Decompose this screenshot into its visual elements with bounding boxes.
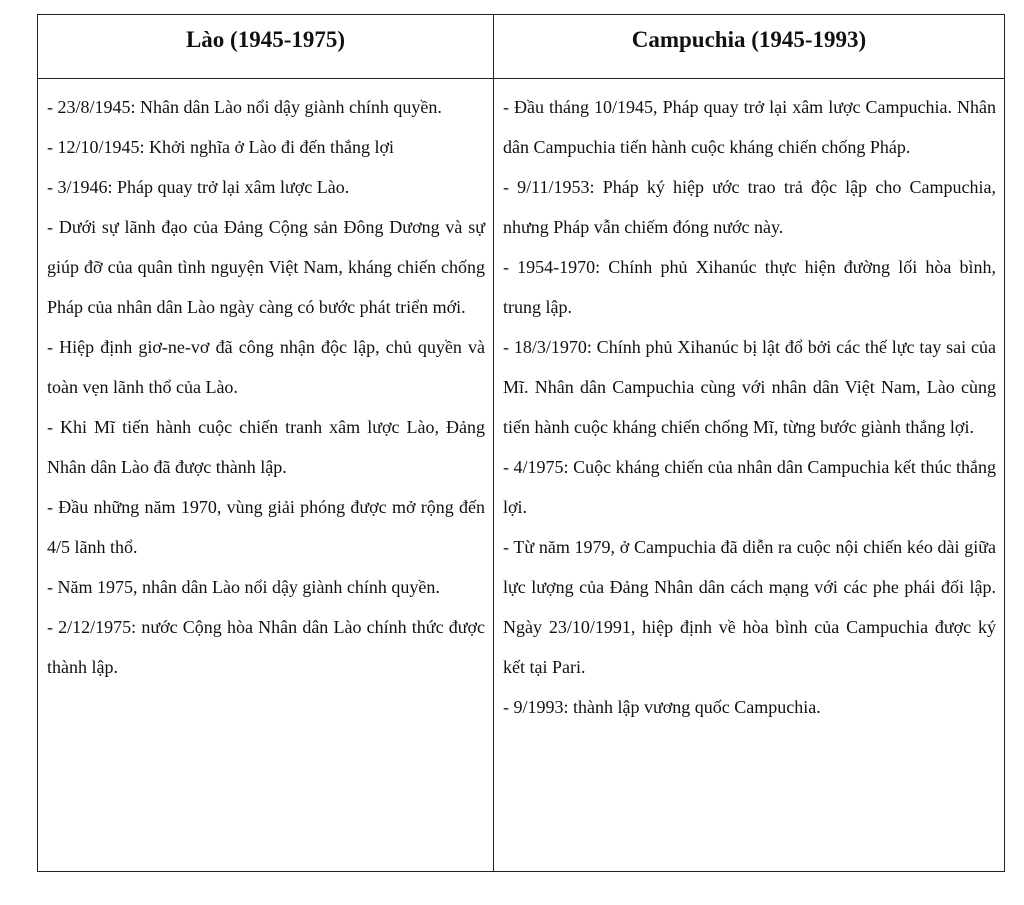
header-row — [38, 15, 1005, 79]
campuchia-entry: - Đầu tháng 10/1945, Pháp quay trở lại xâm lược Campuchia. Nhân dân Campuchia tiến hành cuộc kháng chiến chống Pháp. — [503, 97, 996, 157]
header-campuchia: Campuchia (1945-1993) — [494, 15, 1005, 79]
campuchia-entry: - 4/1975: Cuộc kháng chiến của nhân dân Campuchia kết thúc thắng lợi. — [503, 457, 996, 517]
header-lao: Lào (1945-1975) — [38, 15, 494, 79]
lao-entry: - Năm 1975, nhân dân Lào nổi dậy giành chính quyền. — [47, 577, 440, 597]
campuchia-column — [494, 79, 1005, 872]
lao-entry: - Hiệp định giơ-ne-vơ đã công nhận độc lập, chủ quyền và toàn vẹn lãnh thổ của Lào. — [47, 337, 485, 397]
comparison-table — [37, 14, 1005, 872]
lao-entry: - Đầu những năm 1970, vùng giải phóng được mở rộng đến 4/5 lãnh thổ. — [47, 497, 485, 557]
content-row — [38, 79, 1005, 872]
lao-entry: - Khi Mĩ tiến hành cuộc chiến tranh xâm lược Lào, Đảng Nhân dân Lào đã được thành lập. — [47, 417, 485, 477]
campuchia-entry: - 18/3/1970: Chính phủ Xihanúc bị lật đổ bởi các thế lực tay sai của Mĩ. Nhân dân Campuchia cùng với nhân dân Việt Nam, Lào cùng tiến hành cuộc kháng chiến chống Mĩ, từng bước giành thắng lợi. — [503, 337, 996, 437]
lao-entry: - 3/1946: Pháp quay trở lại xâm lược Lào. — [47, 177, 350, 197]
lao-column — [38, 79, 494, 872]
lao-entry: - 12/10/1945: Khởi nghĩa ở Lào đi đến thắng lợi — [47, 137, 395, 157]
lao-entry: - 23/8/1945: Nhân dân Lào nổi dậy giành chính quyền. — [47, 97, 442, 117]
campuchia-entry: - 1954-1970: Chính phủ Xihanúc thực hiện đường lối hòa bình, trung lập. — [503, 257, 996, 317]
lao-entry: - Dưới sự lãnh đạo của Đảng Cộng sản Đông Dương và sự giúp đỡ của quân tình nguyện Việt Nam, kháng chiến chống Pháp của nhân dân Lào ngày càng có bước phát triển mới. — [47, 217, 485, 317]
campuchia-entry: - Từ năm 1979, ở Campuchia đã diễn ra cuộc nội chiến kéo dài giữa lực lượng của Đảng Nhân dân cách mạng với các phe phái đối lập. Ngày 23/10/1991, hiệp định về hòa bình của Campuchia được ký kết tại Pari. — [503, 537, 996, 677]
campuchia-entry: - 9/11/1953: Pháp ký hiệp ước trao trả độc lập cho Campuchia, nhưng Pháp vẫn chiếm đóng nước này. — [503, 177, 996, 237]
lao-entry: - 2/12/1975: nước Cộng hòa Nhân dân Lào chính thức được thành lập. — [47, 617, 485, 677]
campuchia-entry: - 9/1993: thành lập vương quốc Campuchia. — [503, 697, 821, 717]
